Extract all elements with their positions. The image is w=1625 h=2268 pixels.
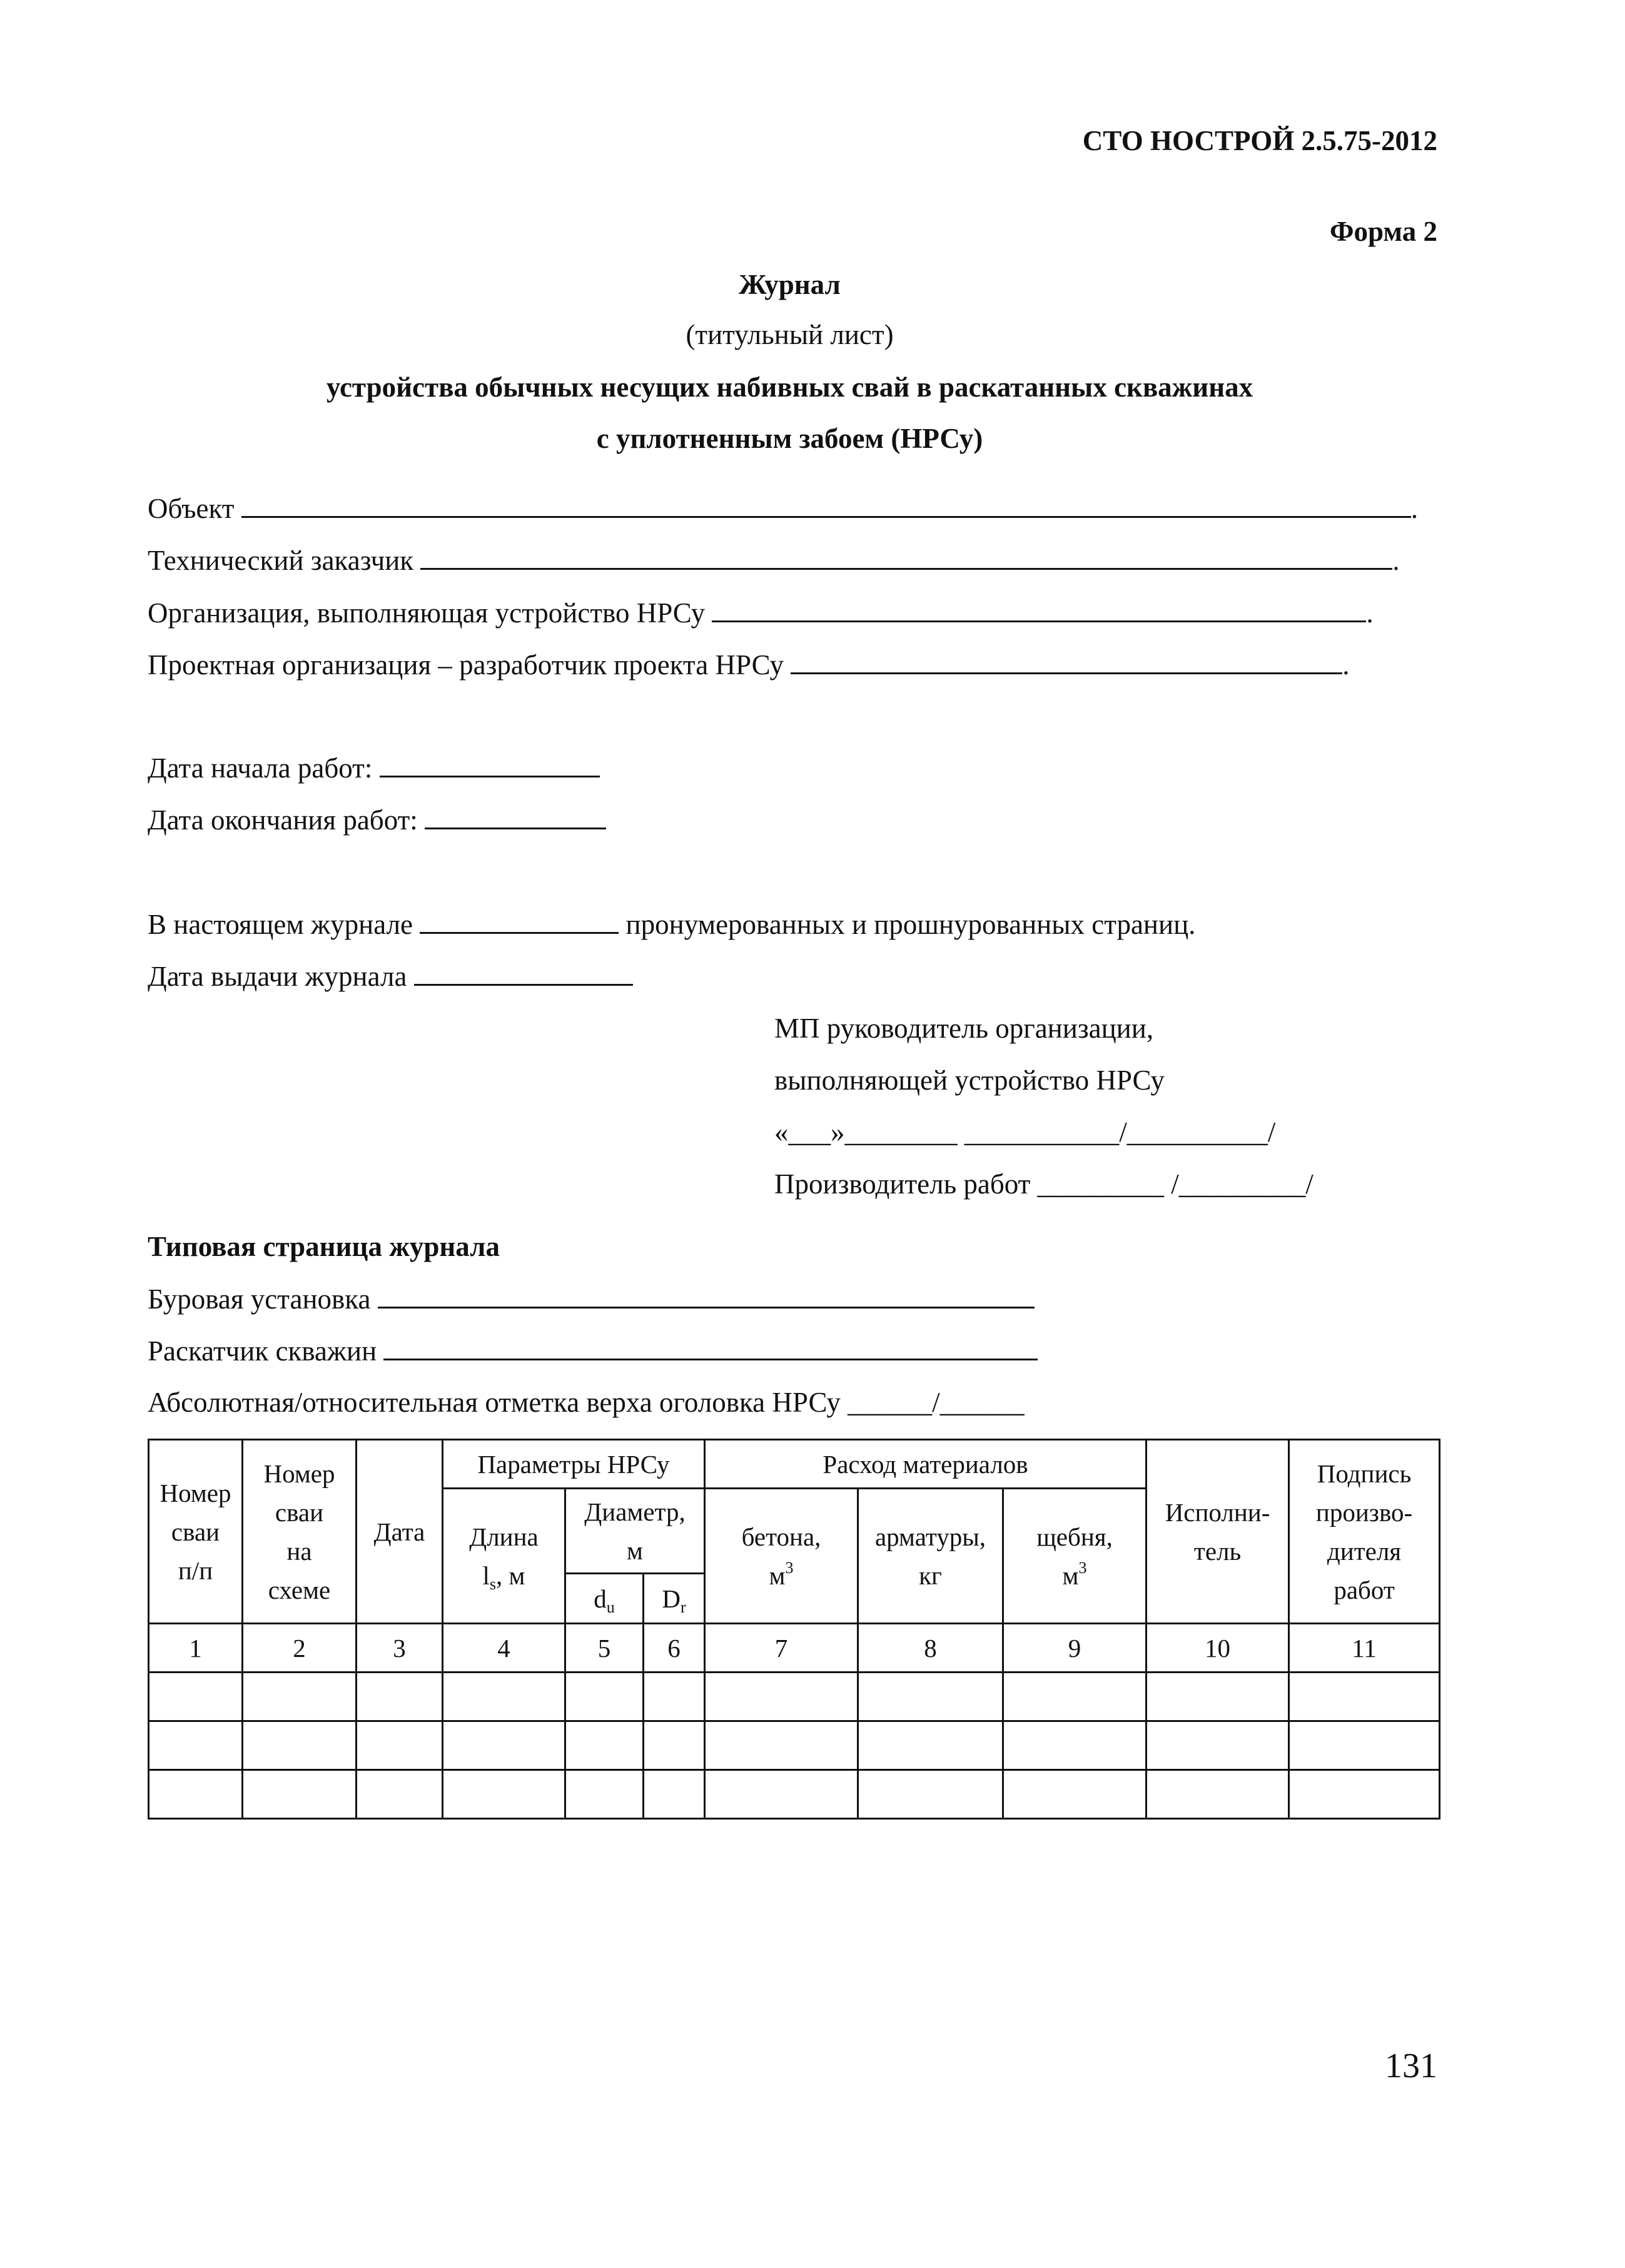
object-line[interactable] [241,491,1411,518]
table-cell[interactable] [443,1721,565,1770]
end-date-field [148,802,606,837]
col-signature: Подпись произво- дителя работ [1289,1440,1440,1624]
issue-date-field [148,959,633,993]
table-cell[interactable] [243,1770,357,1819]
table-cell[interactable] [858,1673,1003,1721]
table-cell[interactable] [443,1770,565,1819]
contractor-field: Организация, выполняющая устройство НРСу . [148,595,1374,630]
table-cell[interactable] [149,1770,243,1819]
column-number: 6 [644,1624,705,1673]
col-pile-scheme-number: Номер сваи на схеме [243,1440,357,1624]
end-date-line[interactable] [425,802,606,829]
table-cell[interactable] [644,1673,705,1721]
column-number: 5 [565,1624,644,1673]
page-number: 131 [1385,2047,1437,2085]
table-cell[interactable] [565,1770,644,1819]
column-number: 8 [858,1624,1003,1673]
col-diameter: Диаметр, м [565,1489,705,1574]
table-cell[interactable] [705,1673,858,1721]
contractor-line[interactable] [712,595,1366,622]
table-cell[interactable] [1289,1673,1440,1721]
end-date-label: Дата окончания работ: [148,804,418,836]
table-row [149,1721,1440,1770]
table-cell[interactable] [243,1673,357,1721]
col-executor: Исполни- тель [1147,1440,1289,1624]
column-number: 1 [149,1624,243,1673]
table-cell[interactable] [1003,1721,1147,1770]
customer-line[interactable] [420,543,1392,570]
column-number: 10 [1147,1624,1289,1673]
start-date-field [148,751,600,785]
roller-line[interactable] [383,1334,1038,1360]
column-numbers-row [149,1624,1440,1673]
journal-table [148,1439,1440,1820]
pages-count-line[interactable] [420,907,619,934]
table-cell[interactable] [858,1721,1003,1770]
rig-label: Буровая установка [148,1283,371,1315]
col-gravel: щебня, $м^3$ [1003,1489,1147,1624]
object-label: Объект [148,493,235,524]
col-length: Длина $l_s$, м [443,1489,565,1624]
table-row [149,1673,1440,1721]
contractor-label: Организация, выполняющая устройство НРСу [148,597,706,629]
column-number: 3 [357,1624,443,1673]
table-cell[interactable] [357,1673,443,1721]
table-cell[interactable] [357,1770,443,1819]
col-group-params: Параметры НРСу [443,1440,705,1489]
table-cell[interactable] [1147,1721,1289,1770]
object-field: Объект . [148,491,1418,525]
signature-line-2: выполняющей устройство НРСу [774,1065,1165,1096]
signature-date-line: «___»________ ___________/__________/ [774,1116,1276,1148]
title-line-1: устройства обычных несущих набивных свай в раскатанных скважинах [326,372,1253,403]
start-date-line[interactable] [380,751,600,777]
rig-field [148,1282,1035,1316]
elevation-line: Абсолютная/относительная отметка верха оголовка НРСу ______/______ [148,1387,1025,1418]
column-number: 9 [1003,1624,1147,1673]
title-subtitle: (титульный лист) [686,319,894,350]
table-cell[interactable] [644,1721,705,1770]
header-row-1 [149,1440,1440,1489]
pages-suffix: пронумерованных и прошнурованных страниц. [625,909,1196,940]
issue-date-line[interactable] [414,959,633,986]
col-group-materials: Расход материалов [705,1440,1147,1489]
column-number: 4 [443,1624,565,1673]
issue-date-label: Дата выдачи журнала [148,961,407,992]
col-concrete: бетона, $м^3$ [705,1489,858,1624]
customer-field: Технический заказчик . [148,543,1400,577]
table-cell[interactable] [149,1673,243,1721]
table-cell[interactable] [565,1721,644,1770]
table-cell[interactable] [565,1673,644,1721]
rig-line[interactable] [378,1282,1035,1309]
table-cell[interactable] [1003,1673,1147,1721]
foreman-line: Производитель работ _________ /_________/ [774,1168,1314,1200]
pages-field [148,907,1195,941]
designer-line[interactable] [791,647,1342,674]
table-cell[interactable] [644,1770,705,1819]
column-number: 11 [1289,1624,1440,1673]
col-pile-number: Номер сваи п/п [149,1440,243,1624]
table-cell[interactable] [705,1770,858,1819]
column-number: 2 [243,1624,357,1673]
roller-field [148,1334,1038,1368]
table-cell[interactable] [243,1721,357,1770]
standard-code: СТО НОСТРОЙ 2.5.75-2012 [1082,125,1437,156]
table-cell[interactable] [1289,1721,1440,1770]
customer-label: Технический заказчик [148,545,414,576]
column-number: 7 [705,1624,858,1673]
col-du: $d_u$ [565,1574,644,1624]
table-cell[interactable] [1003,1770,1147,1819]
roller-label: Раскатчик скважин [148,1335,377,1367]
table-cell[interactable] [357,1721,443,1770]
title-line-2: с уплотненным забоем (НРСу) [596,423,983,454]
table-cell[interactable] [149,1721,243,1770]
signature-line-1: МП руководитель организации, [774,1013,1154,1044]
table-row [149,1770,1440,1819]
form-number: Форма 2 [1329,216,1437,247]
pages-prefix: В настоящем журнале [148,909,413,940]
table-cell[interactable] [1147,1673,1289,1721]
table-cell[interactable] [1289,1770,1440,1819]
col-dr: $D_r$ [644,1574,705,1624]
journal-title: Журнал [739,269,841,300]
start-date-label: Дата начала работ: [148,752,373,784]
table-cell[interactable] [858,1770,1003,1819]
table-cell[interactable] [1147,1770,1289,1819]
designer-label: Проектная организация – разработчик проекта НРСу [148,649,784,681]
table-cell[interactable] [443,1673,565,1721]
designer-field: Проектная организация – разработчик проекта НРСу . [148,647,1349,682]
col-date: Дата [357,1440,443,1624]
typical-page-heading: Типовая страница журнала [148,1231,500,1262]
table-cell[interactable] [705,1721,858,1770]
col-rebar: арматуры, кг [858,1489,1003,1624]
